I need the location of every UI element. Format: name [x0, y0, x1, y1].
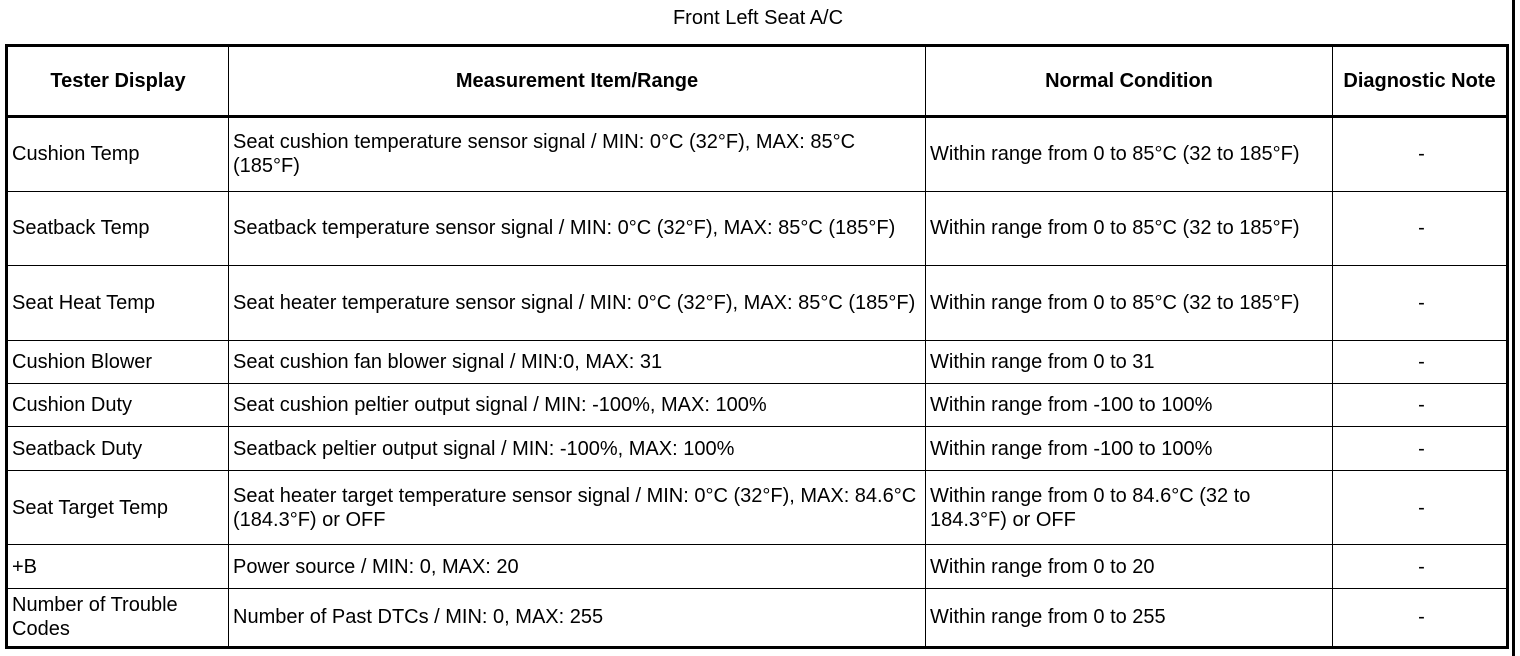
cell-measurement: Seat cushion fan blower signal / MIN:0, MAX: 31 [229, 340, 926, 383]
cell-measurement: Seat cushion peltier output signal / MIN: -100%, MAX: 100% [229, 384, 926, 427]
cell-measurement: Seat cushion temperature sensor signal / MIN: 0°C (32°F), MAX: 85°C (185°F) [229, 117, 926, 192]
cell-normal-condition: Within range from 0 to 85°C (32 to 185°F) [926, 191, 1333, 266]
data-list-table [5, 44, 1509, 649]
cell-tester-display: Cushion Temp [7, 117, 229, 192]
header-diagnostic-note: Diagnostic Note [1333, 46, 1508, 117]
cell-measurement: Seatback peltier output signal / MIN: -100%, MAX: 100% [229, 427, 926, 470]
header-tester-display: Tester Display [7, 46, 229, 117]
cell-diagnostic-note: - [1333, 191, 1508, 266]
header-measurement: Measurement Item/Range [229, 46, 926, 117]
cell-measurement: Number of Past DTCs / MIN: 0, MAX: 255 [229, 588, 926, 647]
cell-tester-display: Seat Heat Temp [7, 266, 229, 341]
cell-tester-display: +B [7, 545, 229, 588]
right-margin-rule [1512, 0, 1515, 656]
table-row [7, 117, 1508, 192]
cell-diagnostic-note: - [1333, 117, 1508, 192]
table-row [7, 588, 1508, 647]
cell-tester-display: Cushion Blower [7, 340, 229, 383]
cell-tester-display: Seat Target Temp [7, 470, 229, 545]
cell-normal-condition: Within range from 0 to 20 [926, 545, 1333, 588]
cell-normal-condition: Within range from 0 to 85°C (32 to 185°F) [926, 117, 1333, 192]
cell-tester-display: Number of Trouble Codes [7, 588, 229, 647]
cell-diagnostic-note: - [1333, 470, 1508, 545]
cell-normal-condition: Within range from 0 to 85°C (32 to 185°F) [926, 266, 1333, 341]
cell-normal-condition: Within range from -100 to 100% [926, 427, 1333, 470]
table-row [7, 266, 1508, 341]
header-row [7, 46, 1508, 117]
table-row [7, 470, 1508, 545]
cell-diagnostic-note: - [1333, 340, 1508, 383]
cell-diagnostic-note: - [1333, 545, 1508, 588]
cell-diagnostic-note: - [1333, 266, 1508, 341]
cell-measurement: Seat heater temperature sensor signal / MIN: 0°C (32°F), MAX: 85°C (185°F) [229, 266, 926, 341]
cell-normal-condition: Within range from -100 to 100% [926, 384, 1333, 427]
cell-tester-display: Seatback Duty [7, 427, 229, 470]
cell-measurement: Seat heater target temperature sensor signal / MIN: 0°C (32°F), MAX: 84.6°C (184.3°F) or OFF [229, 470, 926, 545]
cell-diagnostic-note: - [1333, 427, 1508, 470]
header-normal-condition: Normal Condition [926, 46, 1333, 117]
table-row [7, 545, 1508, 588]
cell-measurement: Power source / MIN: 0, MAX: 20 [229, 545, 926, 588]
cell-normal-condition: Within range from 0 to 84.6°C (32 to 184.3°F) or OFF [926, 470, 1333, 545]
cell-tester-display: Cushion Duty [7, 384, 229, 427]
cell-normal-condition: Within range from 0 to 255 [926, 588, 1333, 647]
table-row [7, 384, 1508, 427]
table-row [7, 340, 1508, 383]
cell-diagnostic-note: - [1333, 588, 1508, 647]
table-title: Front Left Seat A/C [672, 7, 844, 29]
cell-normal-condition: Within range from 0 to 31 [926, 340, 1333, 383]
cell-measurement: Seatback temperature sensor signal / MIN: 0°C (32°F), MAX: 85°C (185°F) [229, 191, 926, 266]
table-row [7, 191, 1508, 266]
cell-diagnostic-note: - [1333, 384, 1508, 427]
cell-tester-display: Seatback Temp [7, 191, 229, 266]
table-row [7, 427, 1508, 470]
